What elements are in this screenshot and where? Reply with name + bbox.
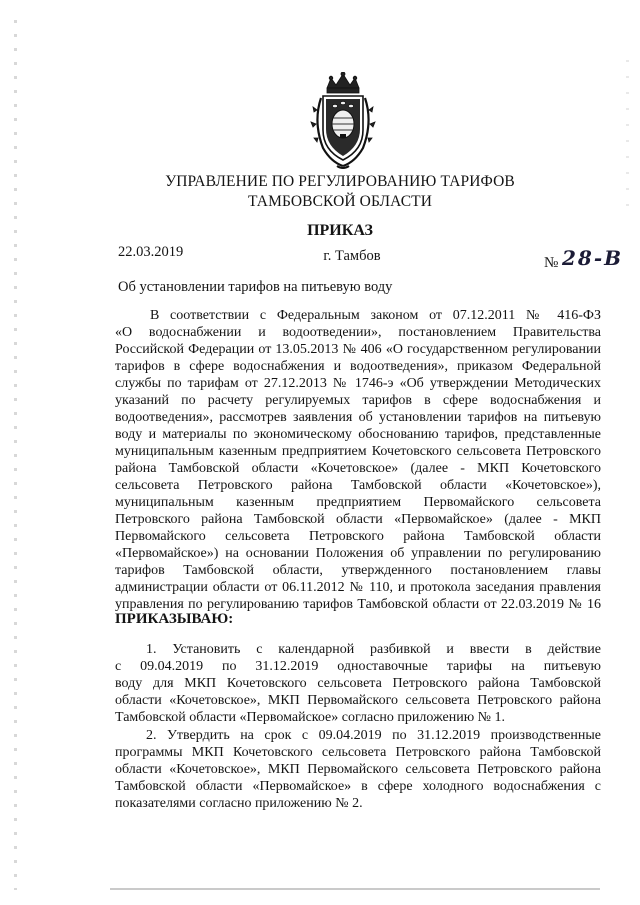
scan-margin-artifact bbox=[14, 20, 17, 890]
document-type-title: ПРИКАЗ bbox=[307, 222, 373, 239]
preamble-line: Российской Федерации от 13.05.2013 № 406 «О государственном регулировании bbox=[115, 342, 601, 357]
clause-2-line: программы МКП Кочетовского сельсовета Петровского района Тамбовской bbox=[115, 745, 601, 760]
preamble-line: Петровского района Тамбовской области «Первомайское» (далее - МКП bbox=[115, 512, 601, 527]
preamble-line: водоотведения», рассмотрев заявления об установлении тарифов на питьевую bbox=[115, 410, 601, 425]
clause-2-line: области «Кочетовское», МКП Первомайского сельсовета Петровского района bbox=[115, 762, 601, 777]
preamble-line: тарифов Тамбовской области, утвержденного постановлением главы bbox=[115, 563, 601, 578]
scan-bottom-artifact bbox=[110, 888, 600, 890]
preamble-line: Первомайского сельсовета Петровского района Тамбовской области bbox=[115, 529, 601, 544]
clause-2-line: 2. Утвердить на срок с 09.04.2019 по 31.12.2019 производственные bbox=[146, 728, 601, 743]
preamble-line: сельсовета Петровского района Тамбовской области «Кочетовское»), bbox=[115, 478, 601, 493]
preamble-line: «Первомайское») на основании Положения об управлении по регулированию bbox=[115, 546, 601, 561]
clause-1-line: с 09.04.2019 по 31.12.2019 одноставочные тарифы на питьевую bbox=[115, 659, 601, 674]
command-word: ПРИКАЗЫВАЮ: bbox=[115, 611, 234, 627]
document-number-prefix: № bbox=[544, 255, 559, 271]
document-number-handwritten: 28-В bbox=[562, 246, 624, 270]
clause-1-line: Тамбовской области «Первомайское» согласно приложению № 1. bbox=[115, 710, 506, 725]
preamble-line: управления по регулированию тарифов Тамбовской области от 22.03.2019 № 16 bbox=[115, 597, 601, 612]
preamble-line: «О водоснабжении и водоотведении», постановлением Правительства bbox=[115, 325, 601, 340]
document-date: 22.03.2019 bbox=[118, 244, 184, 260]
document-city: г. Тамбов bbox=[323, 248, 381, 264]
preamble-line: указаний по расчету регулируемых тарифов в сфере водоснабжения и bbox=[115, 393, 601, 408]
preamble-line: муниципальным казенным предприятием Кочетовского сельсовета Петровского bbox=[115, 444, 601, 459]
clause-2-line: показателями согласно приложению № 2. bbox=[115, 796, 363, 811]
organization-name-line-1: УПРАВЛЕНИЕ ПО РЕГУЛИРОВАНИЮ ТАРИФОВ bbox=[165, 173, 515, 190]
organization-name-line-2: ТАМБОВСКОЙ ОБЛАСТИ bbox=[248, 193, 432, 210]
preamble-line: администрации области от 06.11.2012 № 110, и протокола заседания правления bbox=[115, 580, 601, 595]
scan-margin-artifact-right bbox=[626, 60, 629, 210]
preamble-line: тарифов в сфере водоснабжения и водоотведения», приказом Федеральной bbox=[115, 359, 601, 374]
preamble-line: муниципальным казенным предприятием Первомайского сельсовета bbox=[115, 495, 601, 510]
clause-1-line: области «Кочетовское», МКП Первомайского сельсовета Петровского района bbox=[115, 693, 601, 708]
document-subject: Об установлении тарифов на питьевую воду bbox=[118, 279, 393, 295]
clause-1-line: воду для МКП Кочетовского сельсовета Петровского района Тамбовской bbox=[115, 676, 601, 691]
preamble-line: В соответствии с Федеральным законом от 07.12.2011 № 416-ФЗ bbox=[150, 308, 601, 323]
preamble-line: службы по тарифам от 27.12.2013 № 1746-э «Об утверждении Методических bbox=[115, 376, 601, 391]
preamble-line: района Тамбовской области «Кочетовское» (далее - МКП Кочетовского bbox=[115, 461, 601, 476]
coat-of-arms-icon bbox=[307, 72, 379, 172]
preamble-line: воду и материалы по экономическому обоснованию тарифов, представленные bbox=[115, 427, 601, 442]
clause-2-line: Тамбовской области «Первомайское» в сфере холодного водоснабжения с bbox=[115, 779, 601, 794]
clause-1-line: 1. Установить с календарной разбивкой и ввести в действие bbox=[146, 642, 601, 657]
